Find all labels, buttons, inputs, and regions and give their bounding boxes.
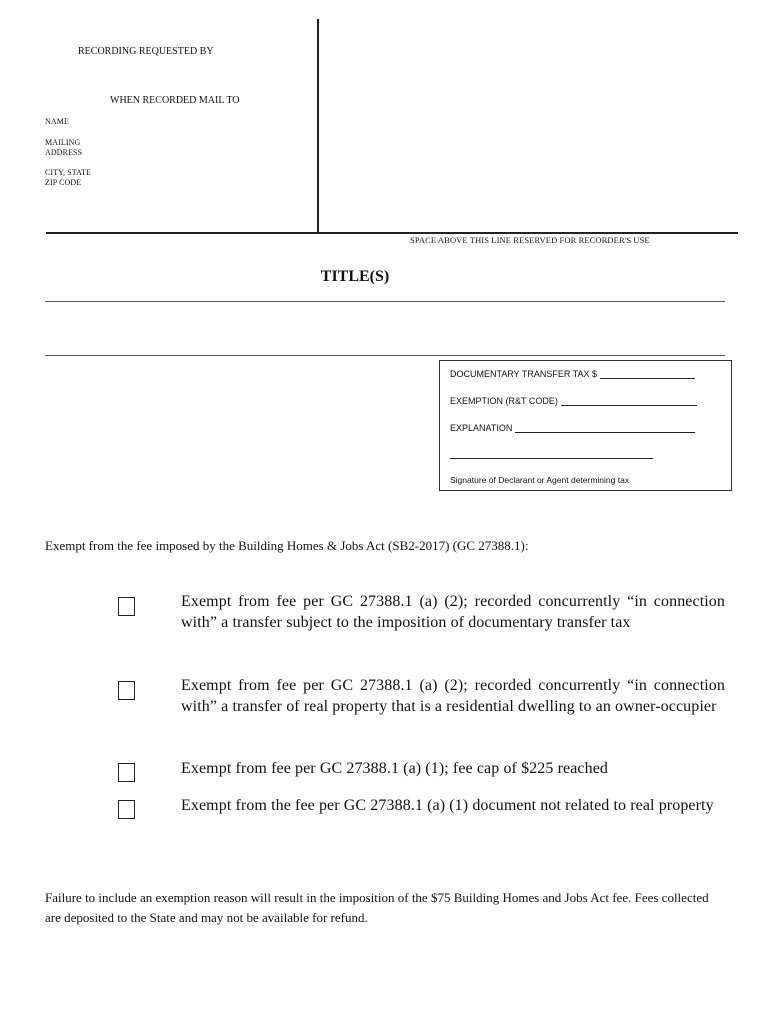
- signature-line[interactable]: [450, 458, 653, 459]
- transfer-tax-box: [439, 360, 732, 491]
- exemption-line: [450, 396, 697, 406]
- exempt-option-2-checkbox[interactable]: [118, 681, 135, 700]
- title-line-2: [45, 355, 725, 356]
- exemption-label: EXEMPTION (R&T CODE): [450, 396, 558, 406]
- mailing-label: MAILING: [45, 138, 81, 147]
- city-state-label: CITY, STATE: [45, 168, 92, 177]
- header-vertical-divider: [317, 19, 319, 233]
- signature-label: Signature of Declarant or Agent determining tax: [450, 475, 630, 485]
- when-recorded-mail-to-label: WHEN RECORDED MAIL TO: [110, 95, 240, 106]
- address-label: ADDRESS: [45, 148, 83, 157]
- title-line-1: [45, 301, 725, 302]
- page-title: TITLE(S): [320, 268, 390, 285]
- zip-code-label: ZIP CODE: [45, 178, 82, 187]
- name-label: NAME: [45, 117, 69, 126]
- footer-notice: Failure to include an exemption reason will result in the imposition of the $75 Building Homes and Jobs Act fee. Fees collected are deposited to the State and may not be available for refund.: [45, 890, 709, 925]
- exempt-option-4-checkbox[interactable]: [118, 800, 135, 819]
- exempt-option-3-text: Exempt from fee per GC 27388.1 (a) (1); fee cap of $225 reached: [181, 760, 609, 777]
- explanation-field[interactable]: [515, 424, 695, 433]
- transfer-tax-label: DOCUMENTARY TRANSFER TAX $: [450, 369, 598, 379]
- exempt-option-3-checkbox[interactable]: [118, 763, 135, 782]
- exempt-option-1-text: Exempt from fee per GC 27388.1 (a) (2); recorded concurrently “in connection with” a transfer subject to the imposition of documentary transfer tax: [181, 593, 725, 631]
- exempt-option-2-text: Exempt from fee per GC 27388.1 (a) (2); recorded concurrently “in connection with” a transfer of real property that is a residential dwelling to an owner-occupier: [181, 677, 725, 715]
- exempt-option-1-checkbox[interactable]: [118, 597, 135, 616]
- transfer-tax-field[interactable]: [600, 370, 695, 379]
- recorder-reserved-note: SPACE ABOVE THIS LINE RESERVED FOR RECORDER'S USE: [410, 235, 650, 245]
- exempt-intro-text: Exempt from the fee imposed by the Building Homes & Jobs Act (SB2-2017) (GC 27388.1):: [45, 538, 529, 553]
- explanation-line: [450, 423, 695, 433]
- transfer-tax-line: [450, 369, 695, 379]
- explanation-label: EXPLANATION: [450, 423, 513, 433]
- exemption-field[interactable]: [561, 397, 697, 406]
- exempt-option-4-text: Exempt from the fee per GC 27388.1 (a) (1) document not related to real property: [181, 797, 714, 814]
- recorder-space-line: [46, 232, 738, 234]
- recording-requested-by-label: RECORDING REQUESTED BY: [78, 46, 214, 57]
